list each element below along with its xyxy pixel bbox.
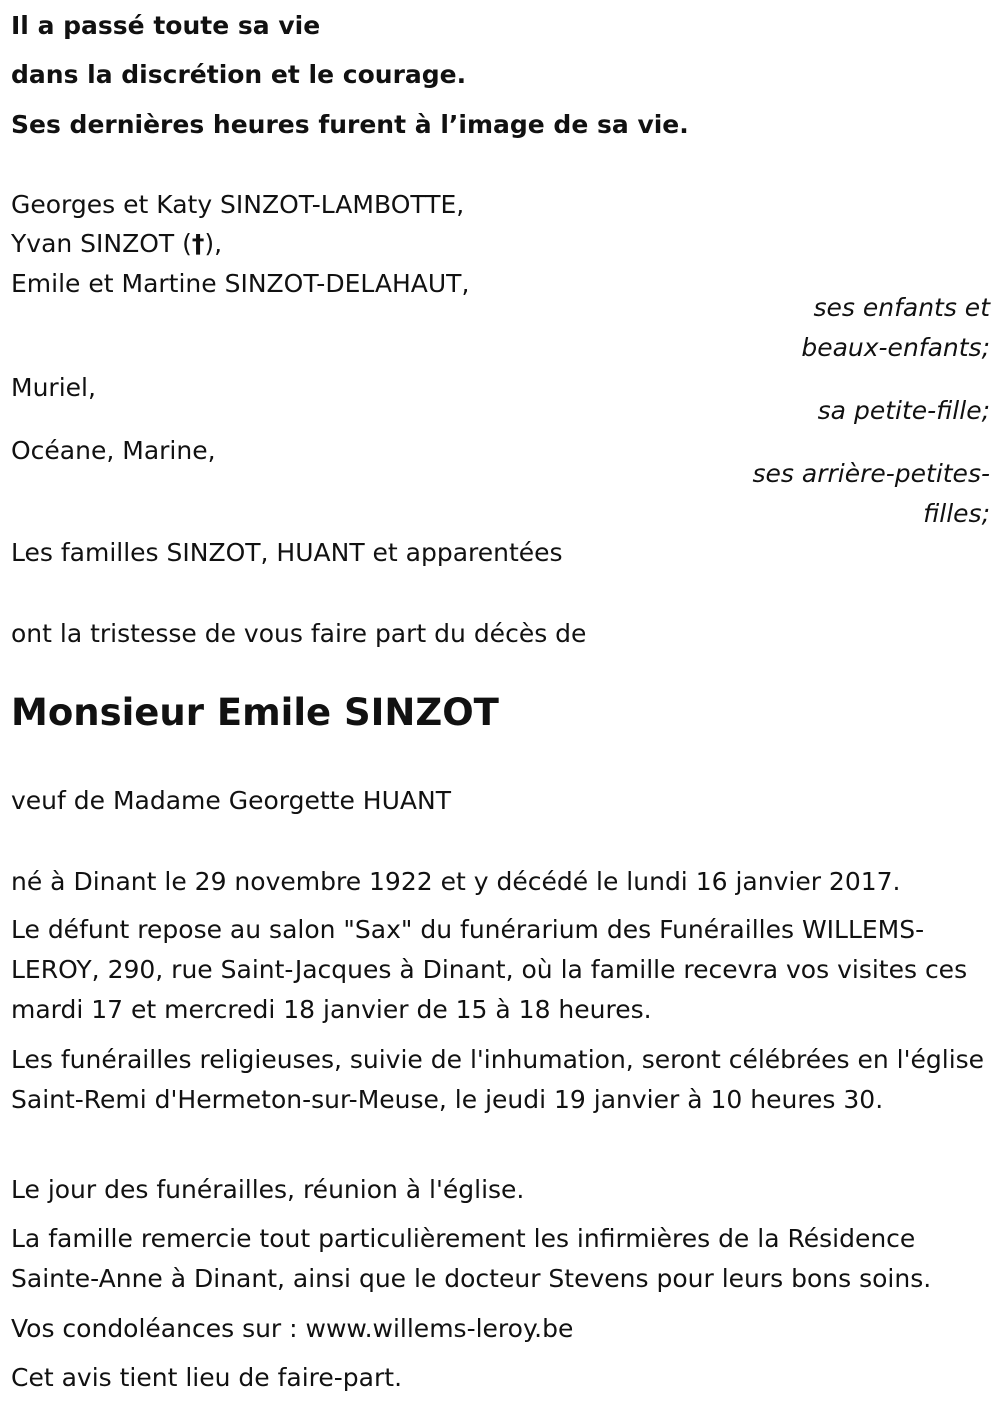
epitaph-line-1: Il a passé toute sa vie [11,11,321,40]
children-role-line-1: ses enfants et [813,293,990,322]
condolences-paragraph: Vos condoléances sur : www.willems-leroy.be [11,1314,574,1343]
great-granddaughters-role-line-1: ses arrière-petites- [752,459,990,488]
children-role-line-2: beaux-enfants; [801,333,990,362]
families-line: Les familles SINZOT, HUANT et apparentées [11,538,563,567]
notice-paragraph: Cet avis tient lieu de faire-part. [11,1363,403,1392]
birth-death-paragraph: né à Dinant le 29 novembre 1922 et y décédé le lundi 16 janvier 2017. [11,867,901,896]
children-line-2-end: ), [204,229,223,258]
announcement-line: ont la tristesse de vous faire part du décès de [11,619,587,648]
widower-line: veuf de Madame Georgette HUANT [11,786,451,815]
children-line-3: Emile et Martine SINZOT-DELAHAUT, [11,269,470,298]
great-granddaughters-role-line-2: filles; [923,499,990,528]
visitation-paragraph: Le défunt repose au salon "Sax" du funérarium des Funérailles WILLEMS-LEROY, 290, rue Saint-Jacques à Dinant, où la famille recevra vos visites ces mardi 17 et mercredi 18 janvier de 15 à 18 heures. [11,915,968,1024]
granddaughter-role: sa petite-fille; [817,396,990,425]
great-granddaughters-names: Océane, Marine, [11,436,216,465]
meeting-paragraph: Le jour des funérailles, réunion à l'église. [11,1175,525,1204]
epitaph-line-3: Ses dernières heures furent à l’image de sa vie. [11,110,689,139]
children-line-1: Georges et Katy SINZOT-LAMBOTTE, [11,190,465,219]
deceased-name: Monsieur Emile SINZOT [11,691,499,734]
thanks-paragraph: La famille remercie tout particulièrement les infirmières de la Résidence Sainte-Anne à Dinant, ainsi que le docteur Stevens pour leurs bons soins. [11,1224,932,1293]
children-line-2-text: Yvan SINZOT ( [11,229,192,258]
children-line-2 [11,229,222,259]
epitaph-line-2: dans la discrétion et le courage. [11,60,467,89]
funeral-paragraph: Les funérailles religieuses, suivie de l'inhumation, seront célébrées en l'église Saint-Remi d'Hermeton-sur-Meuse, le jeudi 19 janvier à 10 heures 30. [11,1045,985,1114]
granddaughter-name: Muriel, [11,373,96,402]
cross-icon: † [191,229,205,258]
